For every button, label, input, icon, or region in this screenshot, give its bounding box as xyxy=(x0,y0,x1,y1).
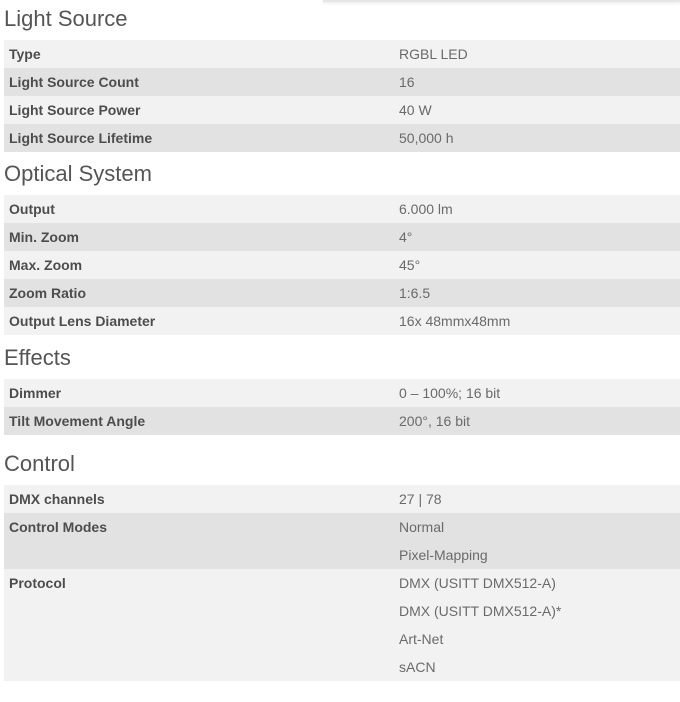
spec-label: Light Source Count xyxy=(4,68,394,96)
spec-value: 27 | 78 xyxy=(394,485,680,513)
spec-value: Pixel-Mapping xyxy=(394,541,680,569)
spec-label: Max. Zoom xyxy=(4,251,394,279)
spec-label-empty xyxy=(4,625,394,653)
table-row xyxy=(4,223,680,251)
section-control xyxy=(4,445,680,681)
spec-label: Tilt Movement Angle xyxy=(4,407,394,435)
spec-label: Control Modes xyxy=(4,513,394,541)
spec-value: 6.000 lm xyxy=(394,195,680,223)
table-row xyxy=(4,195,680,223)
table-row xyxy=(4,251,680,279)
spec-value: DMX (USITT DMX512-A)* xyxy=(394,597,680,625)
spec-sheet xyxy=(4,0,680,681)
table-row xyxy=(4,379,680,407)
spec-table xyxy=(4,40,680,152)
spec-label-empty xyxy=(4,541,394,569)
table-row xyxy=(4,485,680,513)
spec-label: Zoom Ratio xyxy=(4,279,394,307)
table-row-continuation xyxy=(4,541,680,569)
spec-label: Min. Zoom xyxy=(4,223,394,251)
spec-value: DMX (USITT DMX512-A) xyxy=(394,569,680,597)
spec-value: 40 W xyxy=(394,96,680,124)
spec-label: Type xyxy=(4,40,394,68)
section-title: Control xyxy=(4,451,75,476)
table-row xyxy=(4,513,680,541)
section-light-source xyxy=(4,0,680,152)
spec-value: Art-Net xyxy=(394,625,680,653)
spec-label: Light Source Lifetime xyxy=(4,124,394,152)
spec-value: 50,000 h xyxy=(394,124,680,152)
spec-label: Light Source Power xyxy=(4,96,394,124)
spec-table xyxy=(4,379,680,435)
table-row-continuation xyxy=(4,625,680,653)
spec-label: Protocol xyxy=(4,569,394,597)
table-row xyxy=(4,124,680,152)
section-optical-system xyxy=(4,155,680,335)
spec-value: 0 – 100%; 16 bit xyxy=(394,379,680,407)
section-title: Light Source xyxy=(4,6,128,31)
table-row-continuation xyxy=(4,653,680,681)
table-row xyxy=(4,569,680,597)
spec-value: 4° xyxy=(394,223,680,251)
table-row xyxy=(4,96,680,124)
table-row xyxy=(4,68,680,96)
spec-label: Output xyxy=(4,195,394,223)
spec-value: 16 xyxy=(394,68,680,96)
spec-value: 1:6.5 xyxy=(394,279,680,307)
table-row-continuation xyxy=(4,597,680,625)
spec-value: 16x 48mmx48mm xyxy=(394,307,680,335)
spec-value: sACN xyxy=(394,653,680,681)
table-row xyxy=(4,40,680,68)
spec-value: RGBL LED xyxy=(394,40,680,68)
table-row xyxy=(4,407,680,435)
spec-table xyxy=(4,195,680,335)
spec-label: Output Lens Diameter xyxy=(4,307,394,335)
spec-label-empty xyxy=(4,597,394,625)
spec-value: Normal xyxy=(394,513,680,541)
spec-table xyxy=(4,485,680,681)
section-title: Optical System xyxy=(4,161,152,186)
spec-label: Dimmer xyxy=(4,379,394,407)
section-effects xyxy=(4,339,680,435)
section-title: Effects xyxy=(4,345,71,370)
spec-value: 200°, 16 bit xyxy=(394,407,680,435)
spec-label-empty xyxy=(4,653,394,681)
spec-value: 45° xyxy=(394,251,680,279)
table-row xyxy=(4,279,680,307)
spec-label: DMX channels xyxy=(4,485,394,513)
table-row xyxy=(4,307,680,335)
